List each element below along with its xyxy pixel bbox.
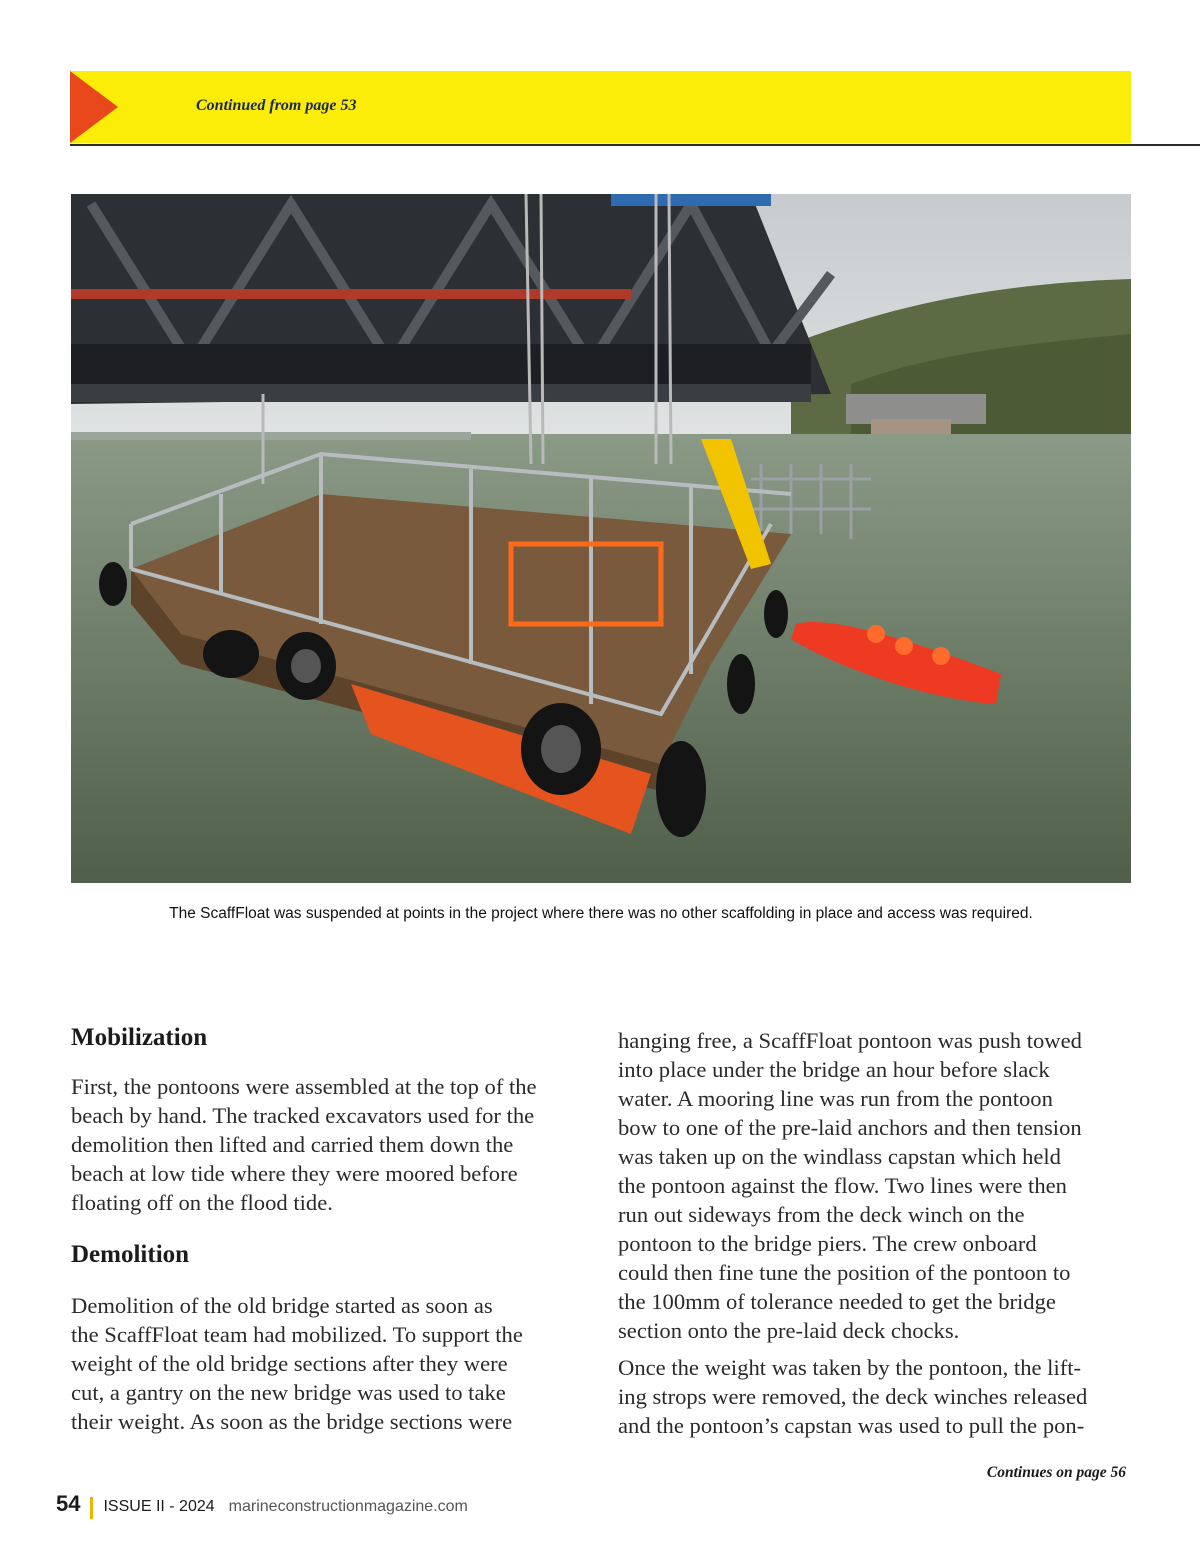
text-line: ing strops were removed, the deck winches released bbox=[618, 1384, 1088, 1409]
paragraph-positioning bbox=[618, 1026, 1138, 1345]
paragraph-weight-transfer bbox=[618, 1353, 1138, 1440]
website-link[interactable]: marineconstructionmagazine.com bbox=[228, 1498, 468, 1515]
paragraph-mobilization bbox=[71, 1072, 583, 1217]
text-line: and the pontoon’s capstan was used to pull the pon- bbox=[618, 1413, 1085, 1438]
text-line: section onto the pre-laid deck chocks. bbox=[618, 1318, 960, 1343]
paragraph-demolition bbox=[71, 1291, 583, 1436]
text-line: into place under the bridge an hour before slack bbox=[618, 1057, 1050, 1082]
text-line: hanging free, a ScaffFloat pontoon was push towed bbox=[618, 1028, 1082, 1053]
scafffloat-photo-illustration bbox=[71, 194, 1131, 883]
footer-separator bbox=[90, 1497, 93, 1519]
text-line: their weight. As soon as the bridge sections were bbox=[71, 1409, 513, 1434]
text-line: run out sideways from the deck winch on the bbox=[618, 1202, 1025, 1227]
scafffloat-photo bbox=[71, 194, 1131, 883]
header-divider bbox=[70, 144, 1200, 146]
text-line: the pontoon against the flow. Two lines were then bbox=[618, 1173, 1067, 1198]
text-line: floating off on the flood tide. bbox=[71, 1190, 333, 1215]
text-line: First, the pontoons were assembled at the top of the bbox=[71, 1074, 537, 1099]
issue-label: ISSUE II - 2024 bbox=[103, 1498, 215, 1515]
photo-caption: The ScaffFloat was suspended at points in the project where there was no other scaffolding in place and access was required. bbox=[169, 905, 1033, 922]
continues-on-label: Continues on page 56 bbox=[986, 1464, 1126, 1481]
text-line: pontoon to the bridge piers. The crew onboard bbox=[618, 1231, 1037, 1256]
article-column-left bbox=[71, 1022, 583, 1436]
page-number: 54 bbox=[56, 1491, 81, 1516]
text-line: Once the weight was taken by the pontoon, the lift- bbox=[618, 1355, 1082, 1380]
continued-from-label: Continued from page 53 bbox=[196, 97, 357, 114]
text-line: beach by hand. The tracked excavators used for the bbox=[71, 1103, 535, 1128]
text-line: beach at low tide where they were moored before bbox=[71, 1161, 518, 1186]
text-line: the ScaffFloat team had mobilized. To support the bbox=[71, 1322, 523, 1347]
text-line: bow to one of the pre-laid anchors and then tension bbox=[618, 1115, 1082, 1140]
text-line: the 100mm of tolerance needed to get the bridge bbox=[618, 1289, 1056, 1314]
continued-banner bbox=[70, 71, 1131, 143]
text-line: cut, a gantry on the new bridge was used to take bbox=[71, 1380, 506, 1405]
text-line: water. A mooring line was run from the pontoon bbox=[618, 1086, 1053, 1111]
heading-demolition: Demolition bbox=[71, 1241, 190, 1268]
text-line: could then fine tune the position of the pontoon to bbox=[618, 1260, 1071, 1285]
article-column-right bbox=[618, 1026, 1138, 1440]
text-line: weight of the old bridge sections after they were bbox=[71, 1351, 508, 1376]
page-footer bbox=[56, 1491, 468, 1525]
text-line: Demolition of the old bridge started as soon as bbox=[71, 1293, 493, 1318]
heading-mobilization: Mobilization bbox=[71, 1024, 208, 1051]
text-line: demolition then lifted and carried them down the bbox=[71, 1132, 514, 1157]
red-arrow-icon bbox=[70, 71, 118, 143]
text-line: was taken up on the windlass capstan which held bbox=[618, 1144, 1061, 1169]
